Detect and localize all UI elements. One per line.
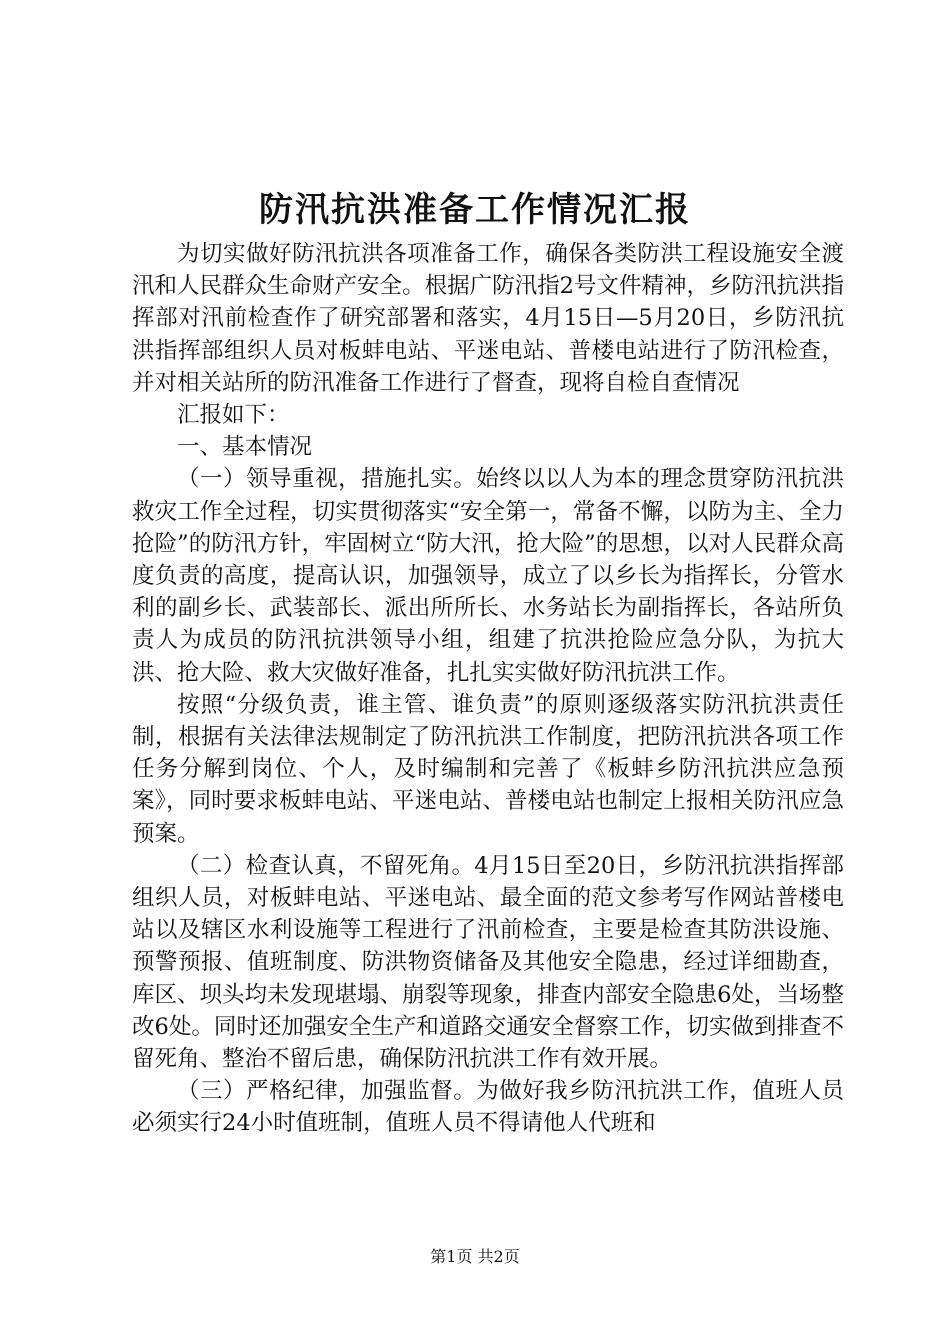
paragraph-inspection: （二）检查认真，不留死角。4月15日至20日，乡防汛抗洪指挥部组织人员，对板蚌电站、平迷电站、最全面的范文参考写作网站普楼电站以及辖区水利设施等工程进行了汛前检查，主要是检查其防洪设施、预警预报、值班制度、防洪物资储备及其他安全隐患，经过详细勘查，库区、坝头均未发现堪塌、崩裂等现象，排查内部安全隐患6处，当场整改6处。同时还加强安全生产和道路交通安全督察工作，切实做到排查不留死角、整治不留后患，确保防汛抗洪工作有效开展。	[132, 852, 844, 1073]
page-footer: 第1页 共2页	[430, 1247, 520, 1266]
document-title: 防汛抗洪准备工作情况汇报	[259, 190, 691, 230]
paragraph-leadership: （一）领导重视，措施扎实。始终以以人为本的理念贯穿防汛抗洪救灾工作全过程，切实贯彻落实“安全第一，常备不懈，以防为主、全力抢险”的防汛方针，牢固树立“防大汛，抢大险”的思想，以对人民群众高度负责的高度，提高认识，加强领导，成立了以乡长为指挥长，分管水利的副乡长、武装部长、派出所所长、水务站长为副指挥长，各站所负责人为成员的防汛抗洪领导小组，组建了抗洪抢险应急分队，为抗大洪、抢大险、救大灾做好准备，扎扎实实做好防汛抗洪工作。	[132, 466, 844, 686]
paragraph-responsibility: 按照“分级负责，谁主管、谁负责”的原则逐级落实防汛抗洪责任制，根据有关法律法规制定了防汛抗洪工作制度，把防汛抗洪各项工作任务分解到岗位、个人，及时编制和完善了《板蚌乡防汛抗洪应急预案》，同时要求板蚌电站、平迷电站、普楼电站也制定上报相关防汛应急预案。	[132, 691, 844, 847]
section-heading-basic: 一、基本情况	[177, 434, 313, 461]
document-body	[132, 238, 844, 1140]
paragraph-discipline: （三）严格纪律，加强监督。为做好我乡防汛抗洪工作，值班人员必须实行24小时值班制，值班人员不得请他人代班和	[132, 1078, 844, 1137]
paragraph-intro: 为切实做好防汛抗洪各项准备工作，确保各类防洪工程设施安全渡汛和人民群众生命财产安全。根据广防汛指2号文件精神，乡防汛抗洪指挥部对汛前检查作了研究部署和落实，4月15日—5月20日，乡防汛抗洪指挥部组织人员对板蚌电站、平迷电站、普楼电站进行了防汛检查，并对相关站所的防汛准备工作进行了督查，现将自检自查情况	[132, 241, 844, 396]
paragraph-report-lead: 汇报如下：	[177, 402, 290, 429]
